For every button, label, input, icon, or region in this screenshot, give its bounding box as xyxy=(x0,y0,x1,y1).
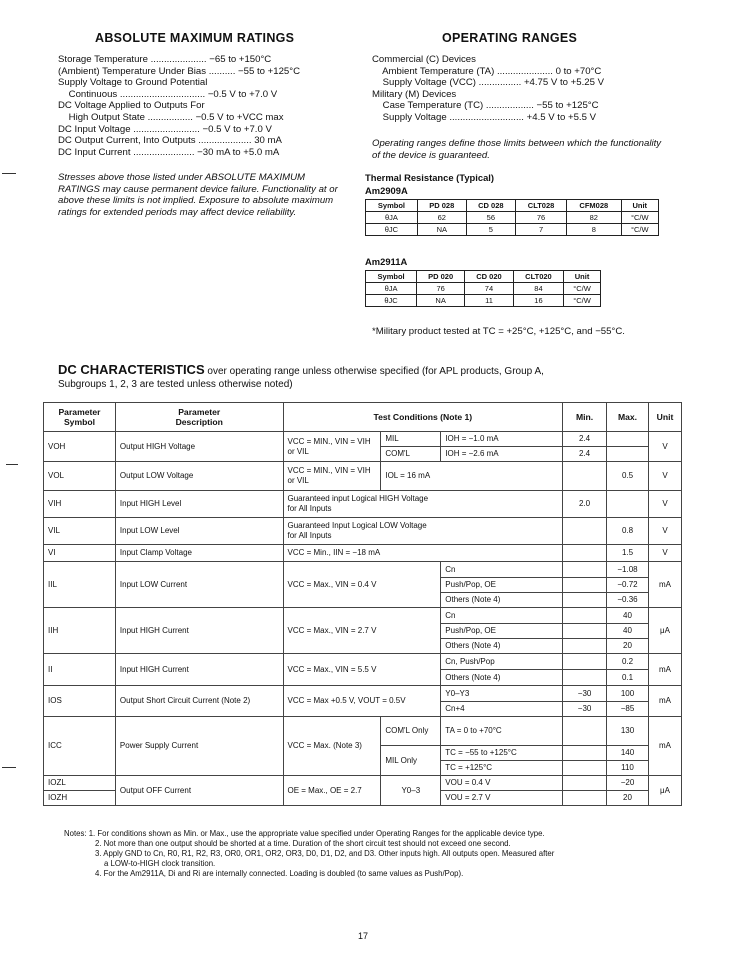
description-cell: Output LOW Voltage xyxy=(115,462,283,491)
table-row xyxy=(366,212,659,224)
note-line: 4. For the Am2911A, Di and Ri are internally connected. Loading is doubled (to same values as Push/Pop). xyxy=(95,869,464,878)
symbol-cell: IIH xyxy=(44,608,116,654)
table-header-row xyxy=(44,403,682,432)
margin-mark xyxy=(2,767,16,768)
unit-cell: V xyxy=(648,518,681,545)
abs-max-line: Storage Temperature ..................... −65 to +150°C xyxy=(58,54,272,65)
stress-note: Stresses above those listed under ABSOLUTE MAXIMUM RATINGS may cause permanent device failure. Functionality at or above these limits is not implied. Exposure to absolute maximum ratings for extended periods may affect device reliability. xyxy=(58,172,338,218)
condition-cell: Cn xyxy=(441,608,563,624)
max-cell: 1.5 xyxy=(607,545,649,562)
col-header: CD 028 xyxy=(466,200,515,212)
dc-subtitle-2: Subgroups 1, 2, 3 are tested unless otherwise noted) xyxy=(58,379,293,390)
note-line: 3. Apply GND to Cn, R0, R1, R2, R3, OR0, OR1, OR2, OR3, D0, D1, D2, and D3. Other inputs high. All outputs open. Measured after xyxy=(95,849,555,858)
condition-cell: TC = +125°C xyxy=(441,761,563,776)
max-cell: −0.72 xyxy=(607,578,649,593)
min-cell xyxy=(563,639,607,654)
symbol-cell: VOL xyxy=(44,462,116,491)
condition-cell: MIL xyxy=(381,432,441,447)
cell: 7 xyxy=(516,224,567,236)
military-note: *Military product tested at TC = +25°C, +125°C, and −55°C. xyxy=(372,326,625,337)
condition-cell: Others (Note 4) xyxy=(441,593,563,608)
condition-cell: Guaranteed input Logical HIGH Voltage for All Inputs xyxy=(283,491,563,518)
max-cell: 20 xyxy=(607,791,649,806)
symbol-cell: ICC xyxy=(44,717,116,776)
min-cell: 2.4 xyxy=(563,447,607,462)
min-cell xyxy=(563,518,607,545)
col-header: Symbol xyxy=(366,200,418,212)
cell: 62 xyxy=(417,212,466,224)
table-row xyxy=(44,491,682,518)
abs-max-line: DC Voltage Applied to Outputs For xyxy=(58,100,205,112)
unit-cell: mA xyxy=(648,654,681,686)
thermal-table-2909 xyxy=(365,199,659,236)
op-range-line: Commercial (C) Devices xyxy=(372,54,476,65)
condition-cell: MIL Only xyxy=(381,746,441,776)
description-cell: Input HIGH Level xyxy=(115,491,283,518)
cell: °C/W xyxy=(621,224,658,236)
abs-max-line: Supply Voltage to Ground Potential xyxy=(58,77,208,89)
condition-cell: Cn, Push/Pop xyxy=(441,654,563,670)
min-cell xyxy=(563,462,607,491)
col-header: CLT020 xyxy=(513,271,563,283)
table-row xyxy=(366,283,601,295)
condition-cell: OE = Max., OE = 2.7 xyxy=(283,776,381,806)
min-cell xyxy=(563,761,607,776)
unit-cell: V xyxy=(648,545,681,562)
abs-max-line: DC Input Current ....................... −30 mA to +5.0 mA xyxy=(58,146,280,158)
unit-cell: V xyxy=(648,491,681,518)
op-ranges-list xyxy=(372,54,662,124)
cell: 56 xyxy=(466,212,515,224)
unit-cell: mA xyxy=(648,562,681,608)
symbol-cell: IOZL xyxy=(44,776,116,791)
table-row xyxy=(44,518,682,545)
cell: °C/W xyxy=(564,295,601,307)
condition-cell: VOU = 0.4 V xyxy=(441,776,563,791)
condition-cell: VCC = Max., VIN = 2.7 V xyxy=(283,608,441,654)
abs-max-line: DC Input Voltage ......................... −0.5 V to +7.0 V xyxy=(58,123,272,135)
note-line: 2. Not more than one output should be shorted at a time. Duration of the short circuit test should not exceed one second. xyxy=(95,839,511,848)
abs-max-line: Continuous ................................ −0.5 V to +7.0 V xyxy=(58,88,278,100)
col-header-conditions: Test Conditions (Note 1) xyxy=(283,403,563,432)
condition-cell: VCC = Max +0.5 V, VOUT = 0.5V xyxy=(283,686,441,717)
header-text: Parameter xyxy=(178,407,221,417)
symbol-cell: VIL xyxy=(44,518,116,545)
table-row xyxy=(44,717,682,746)
cell: 8 xyxy=(567,224,621,236)
op-ranges-note: Operating ranges define those limits between which the functionality of the device is guaranteed. xyxy=(372,138,662,161)
note-line: Notes: 1. For conditions shown as Min. or Max., use the appropriate value specified under Operating Ranges for the applicable device type. xyxy=(64,829,545,838)
condition-cell: Guaranteed Input Logical LOW Voltage for All Inputs xyxy=(283,518,563,545)
max-cell: −1.08 xyxy=(607,562,649,578)
min-cell xyxy=(563,545,607,562)
condition-cell: COM'L xyxy=(381,447,441,462)
col-header: CLT028 xyxy=(516,200,567,212)
thermal-table-2911 xyxy=(365,270,601,307)
unit-cell: mA xyxy=(648,686,681,717)
header-text: Description xyxy=(175,417,223,427)
max-cell: −20 xyxy=(607,776,649,791)
condition-cell: Push/Pop, OE xyxy=(441,578,563,593)
cell: 76 xyxy=(417,283,465,295)
max-cell: 0.5 xyxy=(607,462,649,491)
table-row xyxy=(366,224,659,236)
symbol-cell: VI xyxy=(44,545,116,562)
condition-cell: Cn xyxy=(441,562,563,578)
cell: °C/W xyxy=(621,212,658,224)
unit-cell: V xyxy=(648,432,681,462)
op-ranges-title: OPERATING RANGES xyxy=(442,31,578,45)
table-row xyxy=(44,562,682,578)
cell: 11 xyxy=(465,295,514,307)
dc-characteristics-table xyxy=(43,402,682,806)
condition-cell: VCC = Min., IIN = −18 mA xyxy=(283,545,563,562)
max-cell: 140 xyxy=(607,746,649,761)
cell: 76 xyxy=(516,212,567,224)
cell: 74 xyxy=(465,283,514,295)
condition-cell: TC = −55 to +125°C xyxy=(441,746,563,761)
table-row xyxy=(44,432,682,447)
max-cell: 0.8 xyxy=(607,518,649,545)
op-range-line: Supply Voltage (VCC) ................ +4.75 V to +5.25 V xyxy=(372,77,604,89)
condition-cell: COM'L Only xyxy=(381,717,441,746)
col-header-symbol xyxy=(44,403,116,432)
table-row xyxy=(44,776,682,791)
condition-cell: Push/Pop, OE xyxy=(441,624,563,639)
col-header: Unit xyxy=(564,271,601,283)
description-cell: Input LOW Current xyxy=(115,562,283,608)
abs-max-list xyxy=(58,54,350,158)
symbol-cell: IOS xyxy=(44,686,116,717)
unit-cell: V xyxy=(648,462,681,491)
description-cell: Output OFF Current xyxy=(115,776,283,806)
cell: 16 xyxy=(513,295,563,307)
col-header: PD 028 xyxy=(417,200,466,212)
table-row xyxy=(366,295,601,307)
min-cell: 2.4 xyxy=(563,432,607,447)
cell: °C/W xyxy=(564,283,601,295)
col-header: PD 020 xyxy=(417,271,465,283)
condition-cell: Y0–3 xyxy=(381,776,441,806)
abs-max-title: ABSOLUTE MAXIMUM RATINGS xyxy=(95,31,295,45)
description-cell: Power Supply Current xyxy=(115,717,283,776)
condition-cell: VCC = Max. (Note 3) xyxy=(283,717,381,776)
max-cell xyxy=(607,447,649,462)
table-row xyxy=(44,608,682,624)
unit-cell: μA xyxy=(648,608,681,654)
max-cell xyxy=(607,491,649,518)
table-row xyxy=(44,654,682,670)
notes-block xyxy=(64,829,684,879)
col-header: Symbol xyxy=(366,271,417,283)
condition-cell: VCC = Max., VIN = 5.5 V xyxy=(283,654,441,686)
max-cell: 130 xyxy=(607,717,649,746)
cell: 84 xyxy=(513,283,563,295)
header-text: Symbol xyxy=(63,417,95,427)
col-header-min: Min. xyxy=(563,403,607,432)
min-cell xyxy=(563,670,607,686)
condition-cell: VCC = Max., VIN = 0.4 V xyxy=(283,562,441,608)
abs-max-line: High Output State ................. −0.5 V to +VCC max xyxy=(58,111,284,123)
am2911a-label: Am2911A xyxy=(365,256,408,267)
cell: NA xyxy=(417,295,465,307)
symbol-cell: IOZH xyxy=(44,791,116,806)
cell: θJA xyxy=(366,212,418,224)
dc-title: DC CHARACTERISTICS xyxy=(58,362,205,377)
max-cell xyxy=(607,432,649,447)
min-cell xyxy=(563,717,607,746)
condition-cell: TA = 0 to +70°C xyxy=(441,717,563,746)
cell: NA xyxy=(417,224,466,236)
max-cell: −85 xyxy=(607,702,649,717)
min-cell: −30 xyxy=(563,686,607,702)
min-cell xyxy=(563,624,607,639)
op-range-line: Supply Voltage ............................ +4.5 V to +5.5 V xyxy=(372,111,596,123)
min-cell xyxy=(563,791,607,806)
max-cell: 100 xyxy=(607,686,649,702)
symbol-cell: VIH xyxy=(44,491,116,518)
col-header-unit: Unit xyxy=(648,403,681,432)
table-row xyxy=(44,462,682,491)
min-cell: 2.0 xyxy=(563,491,607,518)
description-cell: Output Short Circuit Current (Note 2) xyxy=(115,686,283,717)
min-cell xyxy=(563,593,607,608)
condition-cell: Y0–Y3 xyxy=(441,686,563,702)
condition-cell: Cn+4 xyxy=(441,702,563,717)
min-cell xyxy=(563,562,607,578)
description-cell: Input Clamp Voltage xyxy=(115,545,283,562)
unit-cell: mA xyxy=(648,717,681,776)
min-cell xyxy=(563,578,607,593)
min-cell xyxy=(563,746,607,761)
condition-cell: Others (Note 4) xyxy=(441,670,563,686)
symbol-cell: II xyxy=(44,654,116,686)
description-cell: Output HIGH Voltage xyxy=(115,432,283,462)
margin-mark xyxy=(2,173,16,174)
abs-max-line: DC Output Current, Into Outputs .................... 30 mA xyxy=(58,135,282,147)
cell: 82 xyxy=(567,212,621,224)
unit-cell: μA xyxy=(648,776,681,806)
cell: θJA xyxy=(366,283,417,295)
max-cell: 40 xyxy=(607,624,649,639)
description-cell: Input HIGH Current xyxy=(115,654,283,686)
abs-max-line: (Ambient) Temperature Under Bias .......... −55 to +125°C xyxy=(58,65,301,77)
condition-cell: VCC = MIN., VIN = VIH or VIL xyxy=(283,432,381,462)
condition-cell: VOU = 2.7 V xyxy=(441,791,563,806)
col-header-description xyxy=(115,403,283,432)
thermal-title: Thermal Resistance (Typical) xyxy=(365,172,495,183)
condition-cell: IOH = −2.6 mA xyxy=(441,447,563,462)
am2909a-label: Am2909A xyxy=(365,185,408,196)
min-cell xyxy=(563,776,607,791)
op-range-line: Military (M) Devices xyxy=(372,88,457,100)
dc-heading xyxy=(58,363,658,391)
cell: 5 xyxy=(466,224,515,236)
col-header-max: Max. xyxy=(607,403,649,432)
max-cell: 0.2 xyxy=(607,654,649,670)
op-range-line: Case Temperature (TC) .................. −55 to +125°C xyxy=(372,100,599,112)
op-range-line: Ambient Temperature (TA) ..................... 0 to +70°C xyxy=(372,65,602,77)
page-number: 17 xyxy=(358,931,369,941)
condition-cell: Others (Note 4) xyxy=(441,639,563,654)
min-cell xyxy=(563,608,607,624)
table-header-row xyxy=(366,271,601,283)
max-cell: 0.1 xyxy=(607,670,649,686)
table-row xyxy=(44,686,682,702)
description-cell: Input HIGH Current xyxy=(115,608,283,654)
margin-mark xyxy=(6,464,18,465)
condition-cell: VCC = MIN., VIN = VIH or VIL xyxy=(283,462,381,491)
max-cell: 110 xyxy=(607,761,649,776)
table-header-row xyxy=(366,200,659,212)
min-cell: −30 xyxy=(563,702,607,717)
col-header: CD 020 xyxy=(465,271,514,283)
cell: θJC xyxy=(366,224,418,236)
max-cell: −0.36 xyxy=(607,593,649,608)
symbol-cell: IIL xyxy=(44,562,116,608)
condition-cell: IOL = 16 mA xyxy=(381,462,563,491)
col-header: Unit xyxy=(621,200,658,212)
max-cell: 20 xyxy=(607,639,649,654)
cell: θJC xyxy=(366,295,417,307)
table-row xyxy=(44,545,682,562)
min-cell xyxy=(563,654,607,670)
condition-cell: IOH = −1.0 mA xyxy=(441,432,563,447)
col-header: CFM028 xyxy=(567,200,621,212)
symbol-cell: VOH xyxy=(44,432,116,462)
note-line: a LOW-to-HIGH clock transition. xyxy=(104,859,216,868)
description-cell: Input LOW Level xyxy=(115,518,283,545)
header-text: Parameter xyxy=(58,407,101,417)
dc-subtitle-1: over operating range unless otherwise specified (for APL products, Group A, xyxy=(204,366,544,377)
max-cell: 40 xyxy=(607,608,649,624)
